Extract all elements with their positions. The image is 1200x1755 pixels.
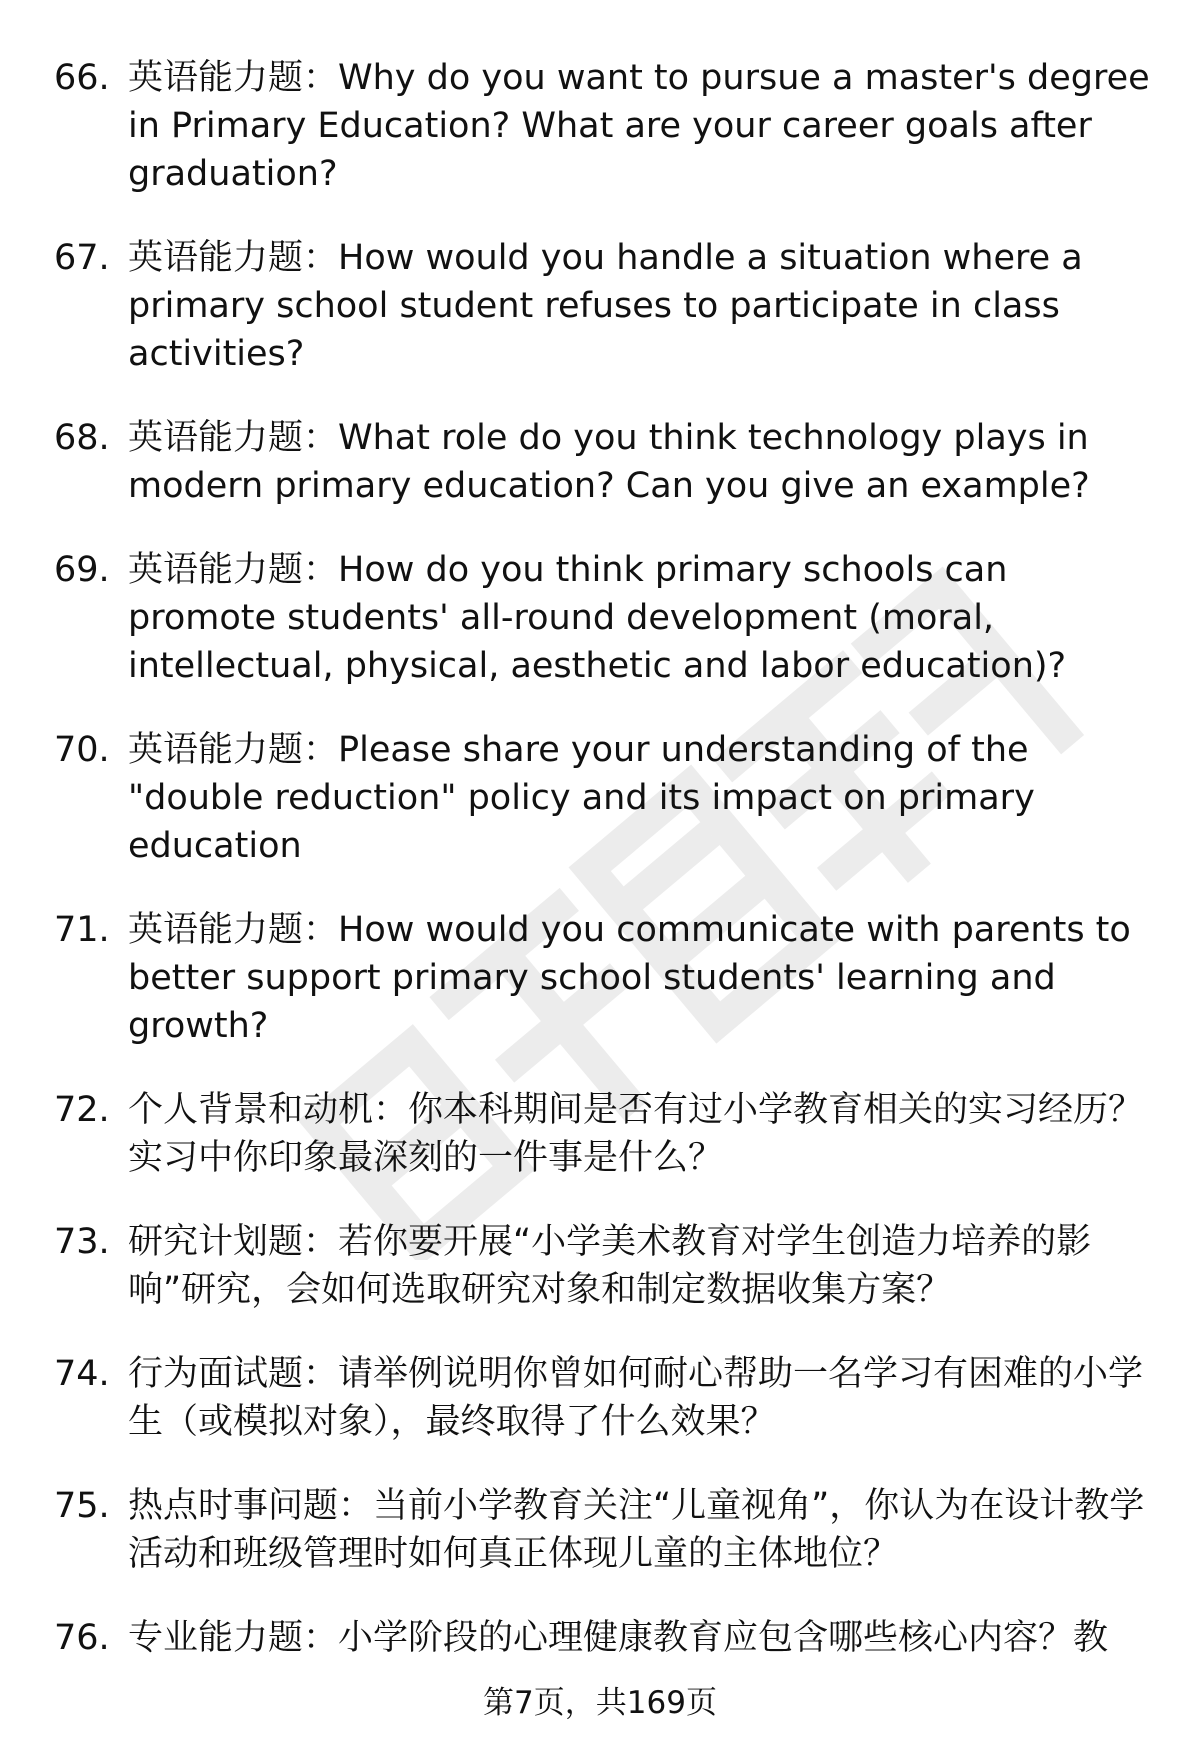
question-number: 67.: [54, 238, 110, 278]
question-list: [0, 54, 1200, 1662]
question-item-75: [0, 1482, 1200, 1578]
question-item-68: [0, 414, 1200, 510]
question-number: 71.: [54, 910, 110, 950]
question-text: 英语能力题：What role do you think technology plays in modern primary education? Can you give an example?: [128, 418, 1090, 506]
question-number: 68.: [54, 418, 110, 458]
question-item-66: [0, 54, 1200, 198]
question-number: 66.: [54, 58, 110, 98]
question-number: 76.: [54, 1618, 110, 1658]
question-item-71: [0, 906, 1200, 1050]
question-item-70: [0, 726, 1200, 870]
question-text: 英语能力题：How would you handle a situation where a primary school student refuses to participate in class activities?: [128, 238, 1083, 374]
question-text: 英语能力题：How would you communicate with parents to better support primary school students' learning and growth?: [128, 910, 1131, 1046]
question-number: 69.: [54, 550, 110, 590]
question-text: 专业能力题：小学阶段的心理健康教育应包含哪些核心内容？教: [128, 1618, 1109, 1658]
question-number: 72.: [54, 1090, 110, 1130]
question-text: 英语能力题：Please share your understanding of the "double reduction" policy and its impact on primary education: [128, 730, 1035, 866]
question-number: 74.: [54, 1354, 110, 1394]
question-number: 73.: [54, 1222, 110, 1262]
question-item-67: [0, 234, 1200, 378]
question-item-76: [0, 1614, 1200, 1662]
question-text: 热点时事问题：当前小学教育关注“儿童视角”，你认为在设计教学活动和班级管理时如何真正体现儿童的主体地位？: [128, 1486, 1145, 1574]
question-text: 英语能力题：How do you think primary schools can promote students' all-round development (moral, intellectual, physical, aesthetic and labor education)?: [128, 550, 1067, 686]
question-item-74: [0, 1350, 1200, 1446]
question-number: 75.: [54, 1486, 110, 1526]
question-item-69: [0, 546, 1200, 690]
question-text: 个人背景和动机：你本科期间是否有过小学教育相关的实习经历？实习中你印象最深刻的一件事是什么？: [128, 1090, 1144, 1178]
question-text: 行为面试题：请举例说明你曾如何耐心帮助一名学习有困难的小学生（或模拟对象），最终取得了什么效果？: [128, 1354, 1144, 1442]
page-number-footer: 第7页，共169页: [483, 1685, 717, 1721]
question-item-73: [0, 1218, 1200, 1314]
question-item-72: [0, 1086, 1200, 1182]
question-number: 70.: [54, 730, 110, 770]
question-text: 英语能力题：Why do you want to pursue a master's degree in Primary Education? What are your career goals after graduation?: [128, 58, 1150, 194]
question-text: 研究计划题：若你要开展“小学美术教育对学生创造力培养的影响”研究，会如何选取研究对象和制定数据收集方案？: [128, 1222, 1092, 1310]
